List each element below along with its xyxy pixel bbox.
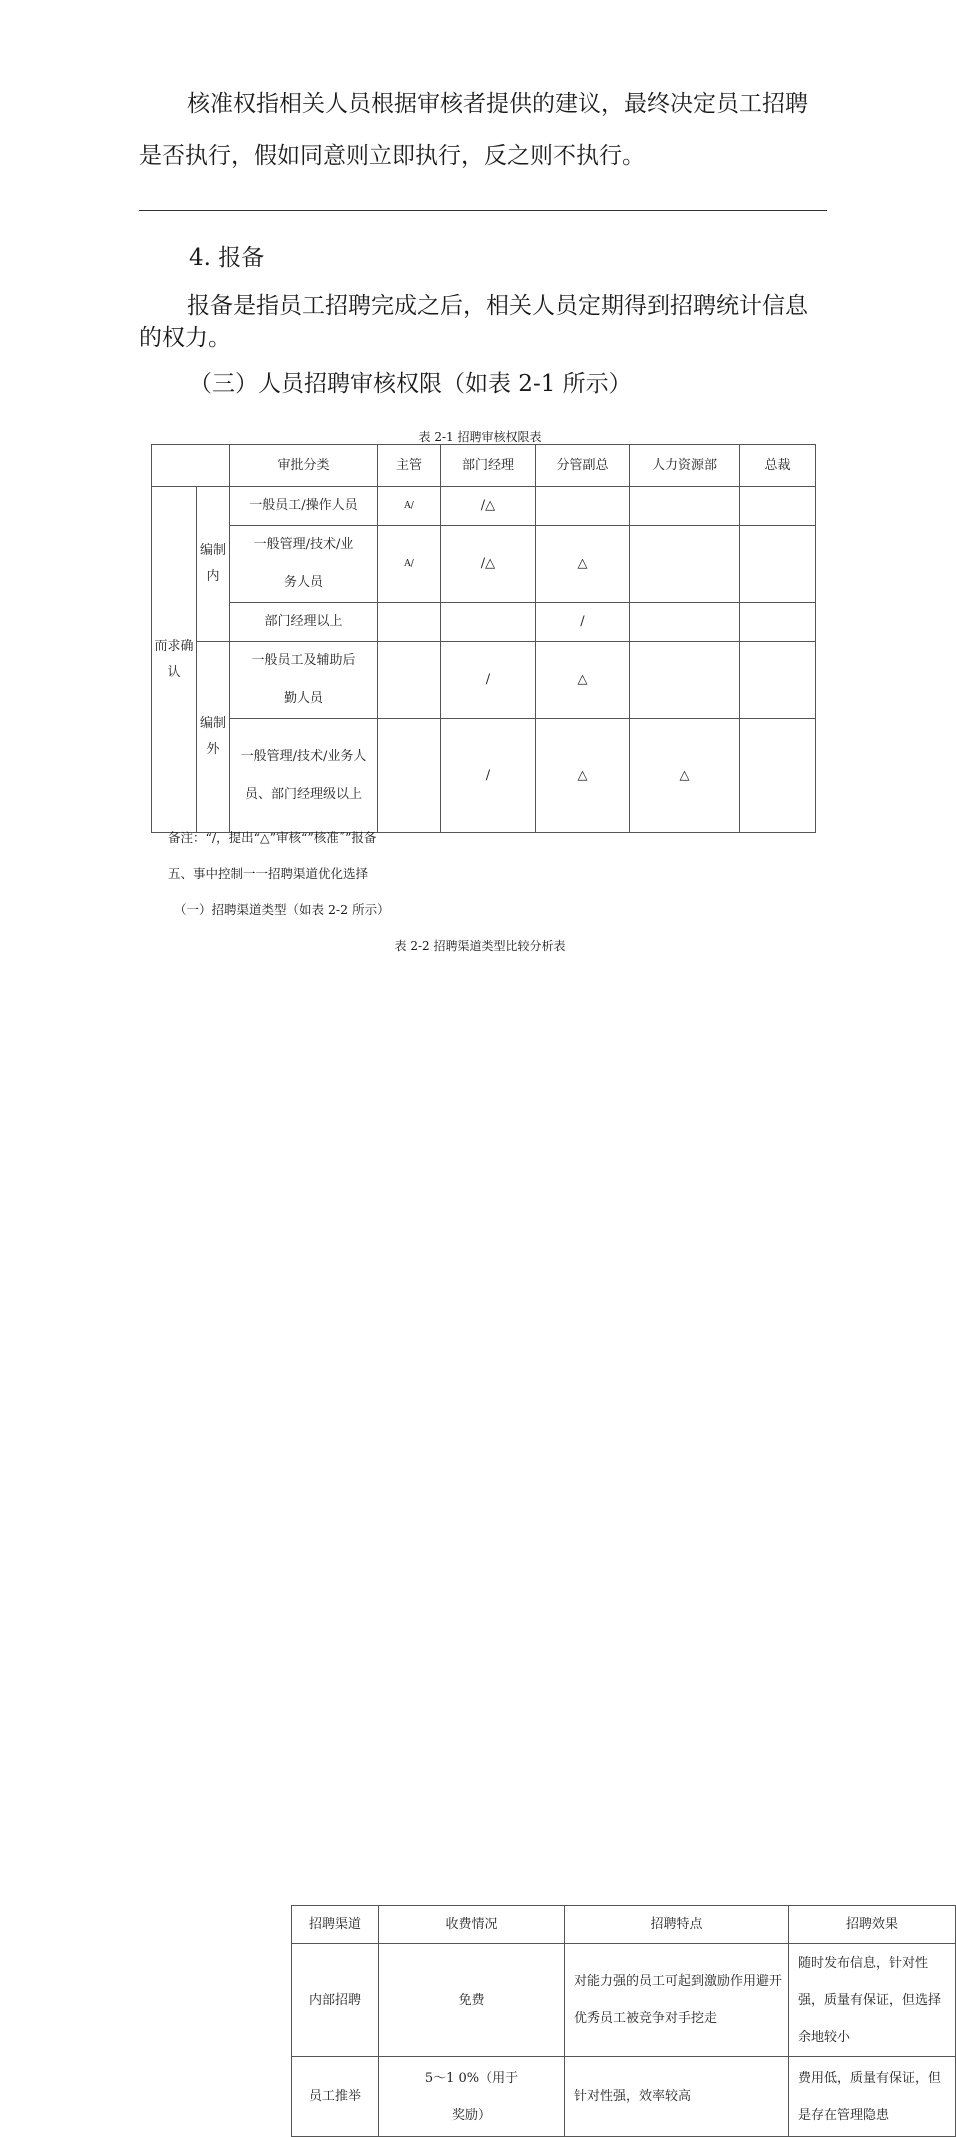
category-cell: 一般管理/技术/业务人员 [230, 526, 378, 603]
paragraph-filing: 报备是指员工招聘完成之后，相关人员定期得到招聘统计信息的权力。 [139, 293, 808, 351]
mark-cell [740, 719, 816, 833]
mark-cell: △ [536, 642, 630, 719]
horizontal-divider [139, 210, 827, 211]
category-cell: 部门经理以上 [230, 603, 378, 642]
mark-cell [441, 603, 536, 642]
mark-cell [740, 603, 816, 642]
table1-note: 备注：“/，提出“△”审核“”核准˝”报备 [168, 830, 377, 845]
section-heading: 五、事中控制一一招聘渠道优化选择 [168, 866, 369, 881]
mark-cell [630, 642, 740, 719]
feature-cell: 针对性强，效率较高 [565, 2057, 789, 2137]
fee-cell: 免费 [379, 1944, 565, 2057]
heading-filing: 4. 报备 [189, 245, 265, 271]
table2-viewport [140, 950, 942, 2123]
category-cell: 一般员工及辅助后勤人员 [230, 642, 378, 719]
table-row [292, 1944, 956, 2057]
category-cell: 一般管理/技术/业务人员、部门经理级以上 [230, 719, 378, 833]
table1-header-cell: 审批分类 [230, 445, 378, 487]
mark-cell [536, 487, 630, 526]
mark-cell: △ [630, 719, 740, 833]
mark-cell [740, 526, 816, 603]
feature-cell: 对能力强的员工可起到激励作用避开优秀员工被竞争对手挖走 [565, 1944, 789, 2057]
table2-caption: 表 2-2 招聘渠道类型比较分析表 [394, 939, 566, 953]
mark-cell [630, 603, 740, 642]
mark-cell: A/ [378, 487, 441, 526]
table2-header-cell: 招聘特点 [565, 1906, 789, 1944]
table1-header-cell: 部门经理 [441, 445, 536, 487]
subsection-heading: （一）招聘渠道类型（如表 2-2 所示） [174, 902, 390, 917]
table2-header-cell: 招聘渠道 [292, 1906, 379, 1944]
table2-header-row [292, 1906, 956, 1944]
table-row [152, 526, 816, 603]
table1-header-cell: 总裁 [740, 445, 816, 487]
table1-caption: 表 2-1 招聘审核权限表 [418, 430, 542, 444]
mark-cell: △ [536, 719, 630, 833]
mark-cell: /△ [441, 487, 536, 526]
group-label: 而求确认 [152, 487, 197, 833]
table1-header-row [152, 445, 816, 487]
fee-cell: 5～1 0%（用于奖励） [379, 2057, 565, 2137]
effect-cell: 费用低，质量有保证，但是存在管理隐患 [789, 2057, 956, 2137]
heading-review-authority: （三）人员招聘审核权限（如表 2-1 所示） [189, 371, 632, 397]
channel-cell: 内部招聘 [292, 1944, 379, 2057]
mark-cell [630, 487, 740, 526]
paragraph-approval: 核准权指相关人员根据审核者提供的建议，最终决定员工招聘是否执行，假如同意则立即执行，反之则不执行。 [139, 91, 808, 169]
table1-header-cell: 主管 [378, 445, 441, 487]
mark-cell: / [536, 603, 630, 642]
sub-label-out: 编制外 [197, 642, 230, 833]
recruitment-channel-table [291, 1905, 956, 2137]
mark-cell [378, 642, 441, 719]
mark-cell [630, 526, 740, 603]
table2-header-cell: 收费情况 [379, 1906, 565, 1944]
mark-cell: A/ [378, 526, 441, 603]
category-cell: 一般员工/操作人员 [230, 487, 378, 526]
mark-cell: / [441, 719, 536, 833]
mark-cell: △ [536, 526, 630, 603]
table1-header-cell: 分管副总 [536, 445, 630, 487]
mark-cell [378, 719, 441, 833]
table1-header-cell: 人力资源部 [630, 445, 740, 487]
sub-label-in: 编制内 [197, 487, 230, 642]
mark-cell [740, 642, 816, 719]
table-row [152, 719, 816, 833]
mark-cell [740, 487, 816, 526]
effect-cell: 随时发布信息，针对性强，质量有保证，但选择余地较小 [789, 1944, 956, 2057]
table-row [152, 603, 816, 642]
table-row [152, 487, 816, 526]
table-row [292, 2057, 956, 2137]
review-authority-table [151, 444, 816, 833]
channel-cell: 员工推举 [292, 2057, 379, 2137]
table-row [152, 642, 816, 719]
table1-header-blank [152, 445, 230, 487]
mark-cell: /△ [441, 526, 536, 603]
mark-cell [378, 603, 441, 642]
table2-header-cell: 招聘效果 [789, 1906, 956, 1944]
mark-cell: / [441, 642, 536, 719]
